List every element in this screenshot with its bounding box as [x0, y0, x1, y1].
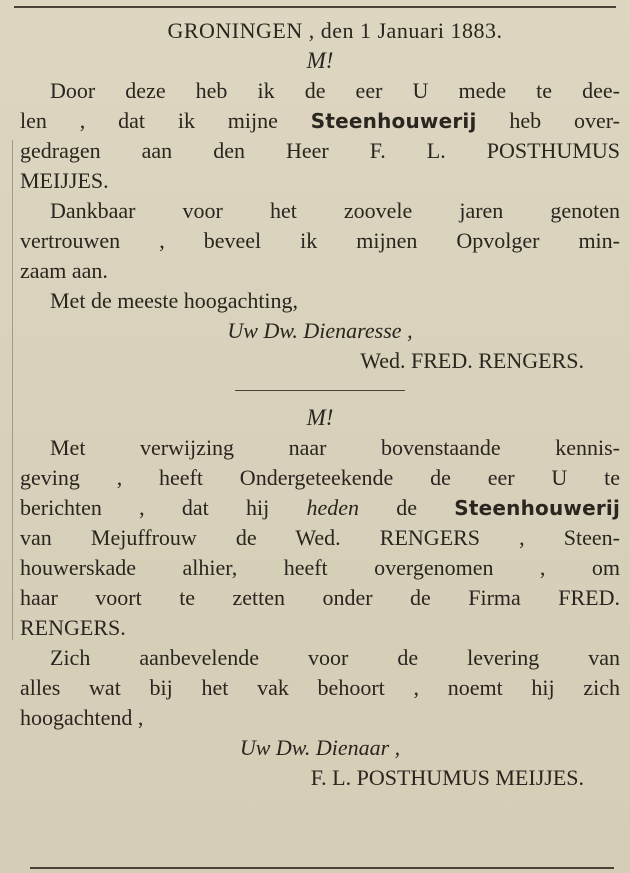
notice2-line: geving , heeft Ondergeteekende de eer U te — [20, 465, 620, 490]
notice1-line: Dankbaar voor het zoovele jaren genoten — [50, 198, 620, 223]
text-span: de — [396, 495, 417, 520]
notice2-line — [20, 493, 620, 523]
emphasized-word: Steenhouwerij — [310, 109, 477, 133]
notice2-line: RENGERS. — [20, 615, 126, 640]
notice2-line: hoogachtend , — [20, 705, 144, 730]
section-divider — [235, 390, 405, 391]
notice2-line: alles wat bij het vak behoort , noemt hij zich — [20, 675, 620, 700]
notice2-line: houwerskade alhier, heeft overgenomen , om — [20, 555, 620, 580]
firm-name: FRED. — [558, 585, 620, 610]
notice1-line: Door deze heb ik de eer U mede te dee- — [50, 78, 620, 103]
text-span: heb over- — [509, 108, 620, 133]
notice1-line: vertrouwen , beveel ik mijnen Opvolger min- — [20, 228, 620, 253]
signature-title-1: Uw Dw. Dienaresse , — [227, 318, 413, 343]
signature-name-1: Wed. FRED. RENGERS. — [360, 348, 584, 373]
salutation-2: M! — [306, 405, 334, 430]
notice2-line: Zich aanbevelende voor de levering van — [50, 645, 620, 670]
notice1-line — [20, 106, 620, 136]
text-span: berichten , dat hij — [20, 495, 270, 520]
notice1-line: gedragen aan den Heer F. L. POSTHUMUS — [20, 138, 620, 163]
text-span: len , dat ik mijne — [20, 108, 278, 133]
dateline: GRONINGEN , den 1 Januari 1883. — [167, 18, 503, 43]
signature-name-2: F. L. POSTHUMUS MEIJJES. — [310, 765, 584, 790]
notice2-line: van Mejuffrouw de Wed. RENGERS , Steen- — [20, 525, 620, 550]
top-rule — [14, 6, 616, 8]
notice2-line: Met verwijzing naar bovenstaande kennis- — [50, 435, 620, 460]
signature-title-2: Uw Dw. Dienaar , — [239, 735, 401, 760]
left-edge-line — [12, 140, 13, 640]
notice1-line: MEIJJES. — [20, 168, 109, 193]
closing-line: Met de meeste hoogachting, — [50, 288, 299, 313]
notice1-line: zaam aan. — [20, 258, 108, 283]
salutation-1: M! — [306, 48, 334, 73]
italic-word: heden — [306, 495, 359, 520]
notice2-line — [20, 583, 620, 613]
bottom-rule — [30, 867, 614, 869]
emphasized-word: Steenhouwerij — [454, 496, 621, 520]
text-span: haar voort te zetten onder de Firma — [20, 585, 521, 610]
advertisement-text — [20, 16, 620, 793]
